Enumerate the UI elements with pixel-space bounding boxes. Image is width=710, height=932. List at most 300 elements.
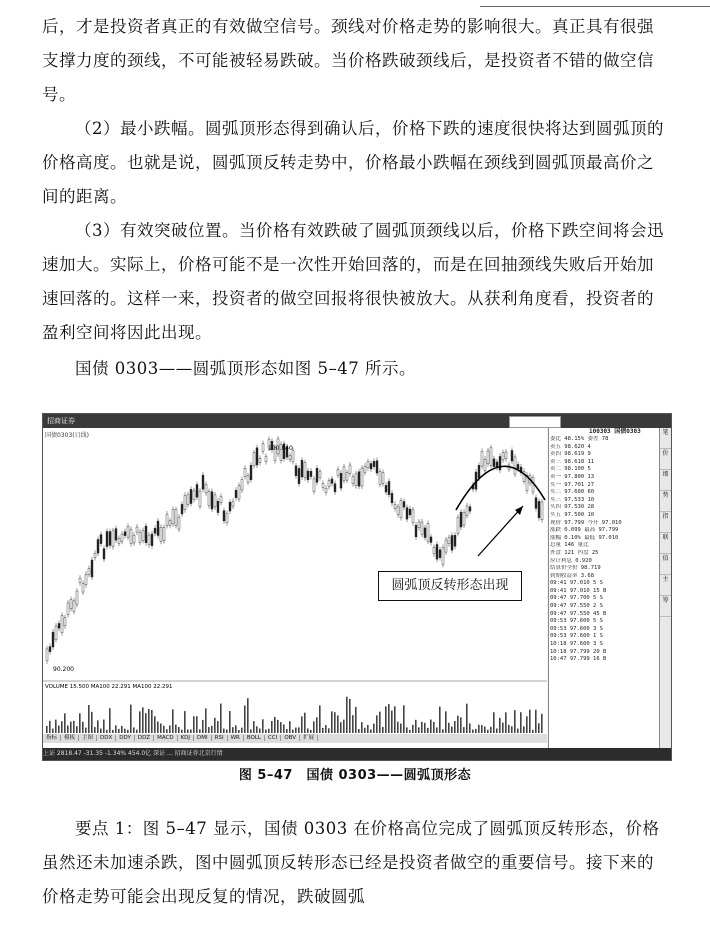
candle-body [100, 535, 102, 544]
volume-bar [73, 721, 75, 733]
volume-bar [511, 726, 513, 733]
volume-bar [358, 729, 360, 733]
candle-body [109, 532, 111, 546]
right-tab[interactable]: 价 [660, 449, 671, 470]
candle-body [361, 468, 363, 486]
stock-chart-screenshot [42, 413, 672, 761]
volume-bar [496, 728, 498, 733]
volume-bar [379, 712, 381, 733]
candle-body [52, 632, 54, 647]
volume-bar [121, 726, 123, 733]
candle-body [382, 473, 384, 484]
candle-body [223, 511, 225, 521]
volume-bar [190, 729, 192, 733]
volume-bar [244, 706, 246, 733]
right-tab[interactable]: 指 [660, 512, 671, 533]
candle-body [436, 544, 438, 559]
candle-body [427, 524, 429, 542]
candle-body [70, 600, 72, 609]
volume-bar [448, 723, 450, 733]
candle-body [442, 547, 444, 564]
quote-row: 委比 48.15% 委差 78 [550, 436, 609, 442]
candle-body [262, 444, 264, 452]
quote-row: 买五 97.500 10 [550, 511, 595, 518]
candle-body [397, 507, 399, 515]
volume-bar [478, 725, 480, 733]
volume-bar [376, 715, 378, 733]
candle-body [517, 464, 519, 468]
candle-body [259, 458, 261, 462]
callout-arrow-line [478, 506, 523, 556]
software-menubar [43, 414, 671, 428]
volume-bar [259, 728, 261, 733]
candle-body [103, 549, 105, 559]
indicator-tab[interactable]: 模板 [61, 735, 79, 741]
indicator-tab[interactable]: CCI [265, 735, 281, 741]
candle-body [166, 514, 168, 525]
volume-bar [241, 728, 243, 733]
volume-bar [505, 712, 507, 733]
volume-bar [397, 722, 399, 733]
volume-bar [313, 721, 315, 733]
volume-bar [367, 725, 369, 733]
volume-bar [475, 729, 477, 733]
volume-bar [103, 720, 105, 733]
volume-bar [46, 726, 48, 733]
candle-body [193, 491, 195, 500]
candle-body [241, 480, 243, 490]
candle-body [505, 452, 507, 459]
indicator-tab[interactable]: 扩展 [300, 735, 318, 741]
volume-bar [223, 729, 225, 733]
candle-body [304, 463, 306, 478]
candle-body [55, 626, 57, 639]
volume-bar [352, 715, 354, 733]
quote-row: 09:53 97.600 3 S [550, 625, 603, 632]
candle-body [484, 459, 486, 471]
quote-row: 买三 97.533 10 [550, 496, 595, 503]
volume-bar [424, 723, 426, 733]
indicator-tab[interactable]: DDZ [135, 735, 154, 741]
candle-body [76, 591, 78, 604]
candle-body [400, 501, 402, 518]
quote-rows [549, 436, 659, 664]
quote-row: 卖五 98.620 4 [550, 443, 591, 450]
volume-bar [502, 723, 504, 733]
quote-row: 涨幅 0.10% 最低 97.010 [550, 534, 619, 541]
high-label: 100.840 [268, 445, 293, 452]
right-tab[interactable]: 值 [660, 554, 671, 575]
volume-bar [292, 730, 294, 733]
volume-bar [115, 725, 117, 733]
right-tab[interactable]: 细 [660, 470, 671, 491]
quote-row: 09:41 97.010 5 S [550, 580, 603, 587]
candle-body [358, 472, 360, 486]
candle-body [169, 521, 171, 525]
candle-body [349, 465, 351, 473]
volume-bar [271, 721, 273, 733]
volume-bar [400, 724, 402, 733]
volume-bar [154, 716, 156, 733]
volume-bar [469, 723, 471, 733]
right-tab[interactable]: 笔 [660, 428, 671, 449]
volume-bar [355, 707, 357, 733]
paragraph-key-point: 要点 1：图 5–47 显示，国债 0303 在价格高位完成了圆弧顶反转形态，价格虽然还未加速杀跌，图中圆弧顶反转形态已经是投资者做空的重要信号。接下来的价格走势可能会出现反复的情况，跌破圆弧 [42, 819, 660, 906]
volume-bar [343, 720, 345, 733]
candle-body [145, 526, 147, 543]
volume-bar [334, 712, 336, 733]
volume-bar [253, 721, 255, 733]
volume-bar [298, 727, 300, 733]
candle-body [478, 465, 480, 478]
candle-body [310, 471, 312, 476]
candle-body [493, 459, 495, 467]
candle-body [181, 504, 183, 514]
candle-body [481, 451, 483, 466]
candle-body [175, 510, 177, 526]
volume-bar [142, 707, 144, 733]
indicator-tab[interactable]: OBV [281, 735, 300, 741]
volume-bar [295, 728, 297, 733]
candle-body [67, 603, 69, 615]
candle-body [226, 514, 228, 523]
candle-body [133, 535, 135, 543]
low-label: 90.200 [53, 666, 74, 673]
candle-body [112, 531, 114, 547]
volume-bar [439, 707, 441, 733]
candle-body [298, 468, 300, 483]
candle-body [154, 528, 156, 533]
volume-bar [97, 720, 99, 733]
paragraph-neckline: 后，才是投资者真正的有效做空信号。颈线对价格走势的影响很大。真正具有很强支撑力度的颈线，不可能被轻易跌破。当价格跌破颈线后，是投资者不错的做空信号。 [42, 17, 654, 104]
candle-body [292, 451, 294, 462]
candle-body [49, 647, 51, 652]
candle-body [115, 529, 117, 541]
callout-box: 圆弧顶反转形态出现 [378, 571, 522, 601]
candle-body [409, 509, 411, 515]
volume-bar [532, 730, 534, 733]
volume-bar [301, 716, 303, 733]
volume-bar [433, 722, 435, 733]
candlestick-chart [43, 428, 547, 748]
volume-bar [340, 722, 342, 733]
volume-bar [76, 726, 78, 733]
quote-row: 外盘 121 内盘 25 [550, 549, 599, 556]
volume-bar [202, 720, 204, 733]
volume-bar [514, 710, 516, 733]
volume-bar [175, 725, 177, 733]
volume-bar [229, 711, 231, 733]
candle-body [172, 510, 174, 524]
volume-bar [328, 728, 330, 733]
candle-body [385, 485, 387, 492]
candle-body [238, 486, 240, 499]
right-tab[interactable]: 主 [660, 575, 671, 596]
volume-bar [388, 704, 390, 733]
search-input[interactable] [509, 416, 561, 428]
volume-bar [370, 730, 372, 733]
volume-bar [160, 723, 162, 733]
candle-body [370, 464, 372, 469]
indicator-tab[interactable]: KDJ [178, 735, 194, 741]
candle-body [394, 504, 396, 508]
volume-bar [508, 725, 510, 733]
volume-bar [286, 729, 288, 733]
volume-bar [460, 717, 462, 733]
candle-body [160, 527, 162, 541]
volume-bar [217, 721, 219, 733]
paragraph-breakout: （3）有效突破位置。当价格有效跌破了圆弧顶颈线以后，价格下跌空间将会迅速加大。实际上，价格可能不是一次性开始回落的，而是在回抽颈线失败后开始加速回落的。这样一来，投资者的做空回报将很快被放大。从获利角度看，投资者的盈利空间将因此出现。 [42, 221, 664, 342]
quote-row: 09:41 97.010 15 B [550, 587, 607, 594]
candle-body [328, 481, 330, 487]
volume-bar [391, 711, 393, 733]
volume-bar [148, 709, 150, 733]
indicator-tab[interactable]: 主图 [79, 735, 97, 741]
volume-bar [436, 727, 438, 733]
volume-bar [163, 726, 165, 733]
volume-bar [283, 724, 285, 733]
volume-label: VOLUME 15.500 MA100 22.291 MA100 22.291 [45, 684, 173, 690]
indicator-tab[interactable]: DDX [97, 735, 116, 741]
volume-bar [541, 714, 543, 733]
indicator-tab[interactable]: DMI [194, 735, 212, 741]
volume-bar [415, 720, 417, 733]
volume-bar [238, 730, 240, 733]
candle-body [541, 502, 543, 520]
volume-bar [235, 725, 237, 733]
volume-bar [247, 698, 249, 733]
volume-bar [319, 705, 321, 733]
volume-bars [46, 697, 543, 733]
candle-body [424, 528, 426, 538]
volume-bar [466, 704, 468, 733]
candle-body [220, 496, 222, 502]
candle-body [454, 535, 456, 546]
volume-bar [169, 725, 171, 733]
candle-body [337, 469, 339, 475]
candle-body [124, 532, 126, 536]
volume-bar [112, 730, 114, 733]
volume-bar [145, 713, 147, 733]
arc-top-curve [456, 466, 545, 510]
indicator-tab[interactable]: MACD [154, 735, 178, 741]
candle-body [355, 474, 357, 486]
volume-bar [493, 712, 495, 733]
volume-bar [256, 726, 258, 733]
candle-body [97, 539, 99, 553]
quote-row: 卖二 98.100 5 [550, 466, 591, 473]
volume-bar [157, 722, 159, 733]
volume-bar [274, 717, 276, 733]
candle-body [229, 502, 231, 511]
volume-bar [184, 711, 186, 733]
quote-row: 09:47 97.550 2 S [550, 603, 603, 610]
candle-body [322, 483, 324, 487]
volume-bar [412, 725, 414, 733]
candle-body [295, 466, 297, 476]
volume-bar [187, 730, 189, 733]
volume-bar [130, 705, 132, 733]
volume-bar [421, 722, 423, 733]
candles-group [46, 436, 543, 664]
volume-bar [109, 708, 111, 733]
volume-bar [331, 711, 333, 733]
quote-row: 卖四 98.619 9 [550, 451, 591, 458]
right-tab[interactable]: 势 [660, 491, 671, 512]
candle-body [433, 548, 435, 554]
volume-bar [64, 713, 66, 733]
volume-bar [316, 717, 318, 733]
volume-bar [487, 730, 489, 733]
candle-body [94, 553, 96, 557]
candle-body [502, 453, 504, 460]
volume-bar [442, 729, 444, 733]
volume-bar [451, 726, 453, 733]
volume-bar [445, 711, 447, 733]
volume-bar [151, 710, 153, 733]
volume-bar [178, 727, 180, 733]
quote-header: 100303 国债0303 [589, 428, 641, 435]
candle-body [391, 493, 393, 503]
chart-title: 国债0303(日线) [45, 432, 89, 439]
candle-body [418, 522, 420, 528]
candle-body [139, 532, 141, 542]
volume-bar [346, 697, 348, 733]
candle-body [352, 477, 354, 484]
candle-body [127, 526, 129, 537]
candle-body [250, 465, 252, 480]
candle-body [367, 462, 369, 468]
candle-body [403, 502, 405, 508]
volume-bar [364, 728, 366, 733]
candle-body [187, 495, 189, 505]
volume-bar [382, 727, 384, 733]
candle-body [148, 535, 150, 545]
volume-bar [454, 721, 456, 733]
volume-bar [535, 710, 537, 733]
volume-bar [418, 727, 420, 733]
volume-bar [289, 721, 291, 733]
candle-body [343, 467, 345, 480]
volume-bar [484, 727, 486, 733]
candle-body [82, 584, 84, 593]
candle-body [157, 521, 159, 536]
volume-bar [196, 716, 198, 733]
volume-bar [82, 722, 84, 733]
candle-body [217, 501, 219, 512]
candle-body [184, 495, 186, 509]
candle-body [205, 484, 207, 492]
volume-bar [262, 719, 264, 733]
candle-body [334, 484, 336, 492]
volume-bar [529, 710, 531, 733]
volume-bar [457, 716, 459, 733]
candle-body [265, 456, 267, 461]
volume-bar [214, 718, 216, 733]
volume-bar [220, 704, 222, 733]
candle-body [142, 530, 144, 540]
quote-row: 09:47 97.700 5 S [550, 595, 603, 602]
volume-bar [385, 706, 387, 733]
right-tab[interactable]: 筹 [660, 596, 671, 617]
candle-body [121, 534, 123, 541]
candle-body [301, 460, 303, 477]
candle-body [439, 550, 441, 558]
candle-body [91, 560, 93, 577]
quote-row: 买二 97.600 60 [550, 489, 595, 496]
quote-row: 10:18 97.600 3 S [550, 641, 603, 648]
indicator-tab[interactable]: 指标 [43, 735, 61, 741]
candle-body [58, 623, 60, 628]
quote-row: 现价 97.799 今开 97.010 [550, 519, 622, 526]
candle-body [364, 466, 366, 472]
quote-panel [548, 428, 659, 748]
volume-bar [430, 720, 432, 733]
candle-body [451, 535, 453, 550]
candle-body [130, 529, 132, 543]
volume-bar [205, 708, 207, 733]
figure-caption: 图 5–47 国债 0303——圆弧顶形态 [238, 768, 472, 783]
indicator-tab-bar [43, 734, 547, 743]
volume-bar [118, 729, 120, 733]
candle-body [256, 448, 258, 465]
volume-bar [373, 724, 375, 733]
volume-bar [463, 727, 465, 733]
candle-body [85, 574, 87, 584]
volume-bar [91, 712, 93, 733]
indicator-tab[interactable]: DDY [116, 735, 135, 741]
candle-body [469, 507, 471, 511]
candle-body [316, 468, 318, 482]
volume-bar [181, 730, 183, 733]
volume-bar [49, 721, 51, 733]
volume-bar [58, 726, 60, 733]
volume-bar [526, 716, 528, 733]
volume-bar [520, 712, 522, 733]
candle-body [232, 501, 234, 506]
quote-row: 买一 97.701 27 [550, 481, 595, 488]
candle-body [202, 475, 204, 489]
candle-body [253, 453, 255, 466]
indicator-tab[interactable]: BOLL [244, 735, 265, 741]
candle-body [376, 461, 378, 473]
indicator-tab[interactable]: RSI [212, 735, 228, 741]
candle-body [163, 528, 165, 541]
quote-row: 应计利息 0.920 [550, 557, 592, 564]
right-tab[interactable]: 联 [660, 533, 671, 554]
indicator-tab[interactable]: WR [228, 735, 244, 741]
volume-bar [523, 726, 525, 733]
candle-body [319, 472, 321, 478]
volume-bar [406, 727, 408, 733]
volume-bar [250, 729, 252, 733]
volume-bar [61, 721, 63, 733]
candle-body [445, 540, 447, 552]
volume-bar [94, 727, 96, 733]
right-tab-strip [659, 428, 671, 748]
candle-body [73, 601, 75, 612]
volume-bar [88, 705, 90, 733]
quote-row: 09:47 97.550 45 B [550, 610, 607, 617]
candle-body [136, 527, 138, 532]
candle-body [538, 501, 540, 517]
volume-bar [226, 730, 228, 733]
candle-body [490, 448, 492, 465]
candle-body [199, 491, 201, 506]
candle-body [421, 522, 423, 534]
volume-bar [349, 699, 351, 733]
volume-bar [277, 720, 279, 733]
